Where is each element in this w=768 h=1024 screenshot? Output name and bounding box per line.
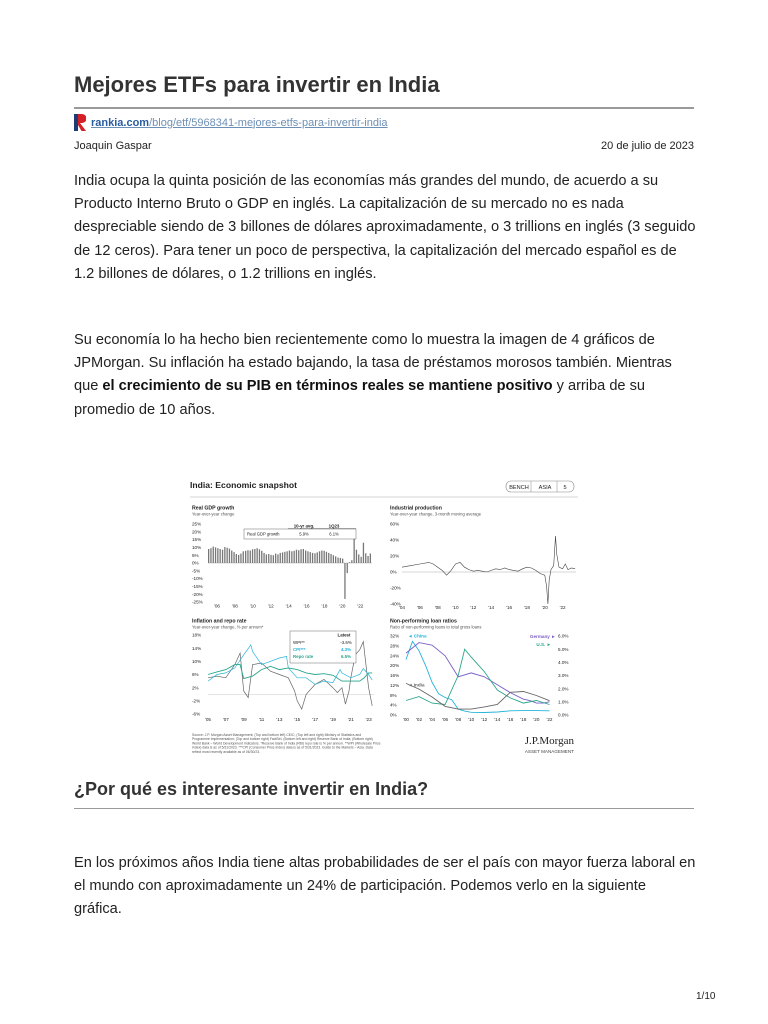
gdp-bar (233, 552, 234, 563)
gdp-bar (273, 555, 274, 563)
figure-footnote: Source: J.P. Morgan Asset Management; (Top and bottom left) CEIC; (Top left and right) Ministry of Statistics and Programme Implementation; (Top and bottom right) FactSet. (Bottom left and right) Reserve Bank of India; (Bottom right) World Bank – World Development Indicators. *Reserve Bank of India (RBI) repo rate is % per annum. **WPI (Wholesale Price Index) data is as of 5/31/2023. ***CPI (Consumer Price Index) data is as of 5/31/2023. Guide to the Markets – Asia. Data reflect most recently available as of 06/30/23. (192, 733, 381, 754)
gdp-bar (335, 556, 336, 563)
inflation-x-tick: '13 (276, 717, 283, 722)
paragraph-workforce: En los próximos años India tiene altas probabilidades de ser el país con mayor fuerza laboral en el mundo con aproximadamente un 24% de participación. Podemos verlo en la siguiente gráfica. (74, 855, 696, 918)
ip-x-tick: '22 (559, 605, 566, 610)
npl-y-tick-right: 4.0% (558, 659, 569, 665)
gdp-x-tick: '16 (303, 603, 310, 609)
economic-snapshot-chart (188, 474, 580, 760)
gdp-bar (317, 552, 318, 563)
gdp-y-tick: 10% (192, 545, 202, 550)
section-divider (74, 808, 694, 809)
npl-y-tick-left: 32% (390, 633, 400, 639)
gdp-bar (298, 550, 299, 563)
inflation-x-tick: '17 (312, 717, 319, 722)
inflation-x-tick: '11 (258, 717, 265, 722)
gdp-bar (220, 549, 221, 563)
figure-tag: BENCH (509, 485, 529, 492)
gdp-bar (289, 551, 290, 564)
article-title: Mejores ETFs para invertir en India (74, 72, 440, 97)
gdp-bar (300, 549, 301, 563)
npl-x-tick: '14 (494, 717, 501, 722)
source-line (74, 114, 388, 131)
india-npl-line (406, 683, 550, 709)
gdp-x-tick: '18 (321, 603, 328, 609)
gdp-bar (342, 559, 343, 563)
inflation-legend-value: -3.5% (340, 640, 352, 645)
gdp-bar (370, 554, 371, 564)
gdp-bar (224, 547, 225, 563)
gdp-y-tick: 0% (192, 560, 199, 566)
npl-x-tick: '12 (481, 717, 488, 722)
gdp-bar (340, 558, 341, 563)
gdp-bar (227, 548, 228, 563)
ip-y-tick: 20% (390, 553, 400, 559)
gdp-y-tick: 5% (192, 552, 199, 558)
ip-subtitle: Year-over-year change, 3-month moving average (390, 511, 482, 517)
inflation-legend-title: Latest (337, 632, 351, 638)
npl-x-tick: '16 (507, 717, 514, 722)
ip-title: Industrial production (390, 505, 442, 512)
rankia-logo-icon (74, 114, 86, 131)
ip-x-tick: '04 (399, 605, 405, 610)
gdp-bar (365, 553, 366, 563)
gdp-bar (307, 551, 308, 563)
jpmorgan-logo-subtitle: ASSET MANAGEMENT (524, 749, 574, 754)
gdp-bar (268, 554, 269, 563)
gdp-y-tick: -20% (192, 591, 203, 597)
gdp-bar (257, 548, 258, 563)
inflation-x-tick: '23 (365, 717, 372, 722)
gdp-x-tick: '06 (213, 603, 220, 609)
gdp-bar (319, 551, 320, 563)
gdp-bar (245, 551, 246, 563)
gdp-bar (287, 551, 288, 563)
gdp-bar (284, 552, 285, 563)
jpmorgan-logo: J.P.Morgan (524, 735, 574, 747)
inflation-y-tick: -6% (192, 711, 201, 717)
paragraph-intro: India ocupa la quinta posición de las economías más grandes del mundo, de acuerdo a su Producto Interno Bruto o GDP en inglés. La capitalización de su mercado no es nada despreciable siendo de 3 billones de dólares aproximadamente, o 3 trillions en inglés (3 seguido de 12 ceros). Para tener un poco de perspectiva, la capitalización del mercado español es de 1.2 billones de dólares, o 1.2 trillions en inglés. (74, 173, 696, 282)
repo-rate-line (208, 665, 372, 682)
gdp-bar (266, 554, 267, 563)
gdp-bar (337, 558, 338, 564)
npl-x-tick: '04 (429, 717, 436, 722)
npl-label-india: ◄ India (407, 682, 425, 688)
gdp-table-value: 6.1% (329, 531, 339, 537)
figure-tag: ASIA (538, 485, 552, 492)
npl-x-tick: '06 (442, 717, 449, 722)
gdp-bar (254, 549, 255, 563)
ip-x-tick: '14 (488, 605, 495, 610)
gdp-y-tick: -10% (192, 576, 203, 582)
gdp-bar (351, 560, 352, 563)
ip-x-tick: '16 (506, 605, 513, 610)
gdp-bar (222, 550, 223, 563)
inflation-y-tick: 6% (192, 672, 199, 678)
ip-x-tick: '08 (434, 605, 441, 610)
npl-x-tick: '02 (416, 717, 423, 722)
npl-y-tick-left: 0% (390, 712, 397, 718)
page-number: 1/10 (696, 991, 716, 1002)
figure-tag: 5 (563, 485, 567, 492)
inflation-legend-value: 6.5% (340, 654, 352, 659)
npl-y-tick-right: 0.0% (558, 712, 569, 718)
gdp-y-tick: 20% (192, 529, 202, 535)
gdp-bar (270, 555, 271, 563)
gdp-bar (263, 553, 264, 563)
inflation-y-tick: 14% (192, 645, 202, 651)
gdp-bar (240, 554, 241, 563)
gdp-bar (347, 563, 348, 573)
gdp-bar (356, 550, 357, 563)
figure-title: India: Economic snapshot (190, 480, 297, 490)
gdp-bar (261, 551, 262, 563)
inflation-x-tick: '15 (294, 717, 301, 722)
gdp-table-header: 10-yr avg. (293, 523, 315, 529)
ip-line (402, 536, 575, 604)
inflation-legend-value: 4.3% (340, 647, 352, 652)
npl-y-tick-right: 3.0% (558, 673, 569, 679)
inflation-legend-label: CPI*** (293, 647, 306, 652)
gdp-title: Real GDP growth (192, 505, 235, 512)
gdp-bar (363, 543, 364, 563)
gdp-bar (238, 555, 239, 563)
gdp-bar (344, 563, 345, 599)
gdp-bar (303, 549, 304, 563)
npl-label-china: ◄ China (407, 633, 427, 639)
npl-y-tick-left: 8% (390, 692, 397, 698)
ip-y-tick: 60% (390, 521, 400, 527)
gdp-bar (324, 551, 325, 563)
npl-y-tick-left: 16% (390, 673, 400, 679)
npl-x-tick: '18 (520, 717, 527, 722)
gdp-x-tick: '20 (339, 603, 346, 609)
gdp-y-tick: -25% (192, 599, 203, 605)
npl-y-tick-right: 1.0% (558, 699, 569, 705)
npl-x-tick: '20 (533, 717, 540, 722)
us-npl-line (406, 649, 550, 704)
gdp-bar (282, 552, 283, 563)
inflation-y-tick: -2% (192, 698, 201, 704)
gdp-bar (215, 547, 216, 563)
gdp-y-tick: 25% (192, 521, 202, 527)
inflation-subtitle: Year-over-year change, % per annum* (192, 624, 264, 630)
inflation-y-tick: 2% (192, 685, 199, 691)
npl-label-germany: Germany ► (529, 634, 556, 639)
author: Joaquin Gaspar (74, 140, 152, 152)
ip-x-tick: '12 (470, 605, 477, 610)
gdp-bar (333, 555, 334, 563)
ip-x-tick: '06 (416, 605, 423, 610)
npl-label-us: U.S. ► (536, 642, 552, 647)
npl-x-tick: '10 (468, 717, 475, 722)
ip-x-tick: '18 (523, 605, 530, 610)
npl-y-tick-left: 4% (390, 702, 397, 708)
inflation-x-tick: '07 (222, 717, 229, 722)
gdp-y-tick: -5% (192, 568, 201, 574)
gdp-bar (326, 552, 327, 563)
inflation-x-tick: '19 (329, 717, 336, 722)
ip-x-tick: '20 (541, 605, 548, 610)
npl-y-tick-left: 28% (390, 643, 400, 649)
gdp-x-tick: '14 (285, 603, 292, 609)
inflation-x-tick: '05 (205, 717, 211, 722)
npl-y-tick-left: 12% (390, 682, 400, 688)
gdp-x-tick: '10 (249, 603, 256, 609)
npl-x-tick: '08 (455, 717, 462, 722)
npl-y-tick-left: 20% (390, 663, 400, 669)
gdp-bar (210, 548, 211, 563)
npl-y-tick-right: 5.0% (558, 646, 569, 652)
gdp-table-header: 1Q23 (328, 523, 340, 529)
gdp-bar (231, 551, 232, 564)
gdp-bar (229, 549, 230, 563)
npl-y-tick-left: 24% (390, 653, 400, 659)
title-divider (74, 107, 694, 109)
npl-y-tick-right: 2.0% (558, 686, 569, 692)
gdp-bar (328, 553, 329, 563)
ip-y-tick: 0% (390, 569, 397, 575)
gdp-bar (314, 553, 315, 563)
inflation-y-tick: 18% (192, 632, 202, 638)
npl-y-tick-right: 6.0% (558, 633, 569, 639)
highlight-gdp: el crecimiento de su PIB en términos reales se mantiene positivo (102, 378, 553, 395)
npl-title: Non-performing loan ratios (390, 618, 457, 625)
gdp-bar (310, 552, 311, 563)
gdp-y-tick: -15% (192, 584, 203, 589)
gdp-bar (361, 557, 362, 563)
inflation-x-tick: '21 (347, 717, 354, 722)
gdp-bar (252, 549, 253, 563)
gdp-bar (367, 556, 368, 563)
section-heading: ¿Por qué es interesante invertir en India? (74, 779, 429, 799)
gdp-bar (236, 554, 237, 563)
gdp-bar (217, 548, 218, 563)
ip-y-tick: -20% (390, 585, 401, 591)
npl-subtitle: Ratio of non-performing loans to total gross loans (390, 624, 482, 630)
gdp-bar (296, 550, 297, 563)
ip-y-tick: -40% (390, 601, 401, 607)
gdp-bar (294, 551, 295, 563)
gdp-x-tick: '08 (231, 603, 238, 609)
paragraph-economy: Su economía lo ha hecho bien recientemente como lo muestra la imagen de 4 gráficos de JPMorgan. Su inflación ha estado bajando, la tasa de préstamos morosos también. Mientras que el crecimiento de su PIB en términos reales se mantiene positivo y arriba de su promedio de 10 años. (74, 332, 672, 418)
ip-x-tick: '10 (452, 605, 459, 610)
gdp-table-value: 5.9% (299, 531, 309, 537)
gdp-bar (250, 551, 251, 564)
gdp-bar (247, 550, 248, 563)
inflation-title: Inflation and repo rate (192, 618, 247, 625)
gdp-y-tick: 15% (192, 537, 202, 543)
gdp-x-tick: '12 (267, 603, 274, 609)
economic-snapshot-figure (188, 474, 580, 760)
gdp-bar (243, 551, 244, 563)
gdp-bar (305, 551, 306, 564)
gdp-x-tick: '22 (357, 603, 364, 609)
gdp-bar (259, 549, 260, 563)
gdp-bar (291, 551, 292, 563)
inflation-y-tick: 10% (192, 658, 202, 664)
gdp-table-label: Real GDP growth (247, 531, 280, 537)
inflation-x-tick: '09 (240, 717, 247, 722)
gdp-bar (349, 562, 350, 563)
gdp-bar (213, 547, 214, 563)
gdp-bar (312, 553, 313, 563)
ip-y-tick: 40% (390, 537, 400, 543)
gdp-bar (275, 554, 276, 563)
source-link[interactable]: rankia.com/blog/etf/5968341-mejores-etfs-para-invertir-india (91, 116, 388, 129)
gdp-bar (321, 551, 322, 564)
npl-x-tick: '00 (403, 717, 409, 722)
inflation-legend-label: Repo rate (293, 654, 314, 659)
gdp-bar (358, 554, 359, 563)
gdp-subtitle: Year-over-year change (192, 511, 235, 517)
gdp-bar (330, 554, 331, 563)
inflation-legend-label: WPI** (293, 640, 305, 645)
npl-x-tick: '22 (546, 717, 553, 722)
gdp-bar (277, 554, 278, 563)
publish-date: 20 de julio de 2023 (601, 140, 694, 152)
gdp-bar (208, 549, 209, 563)
gdp-bar (280, 553, 281, 563)
